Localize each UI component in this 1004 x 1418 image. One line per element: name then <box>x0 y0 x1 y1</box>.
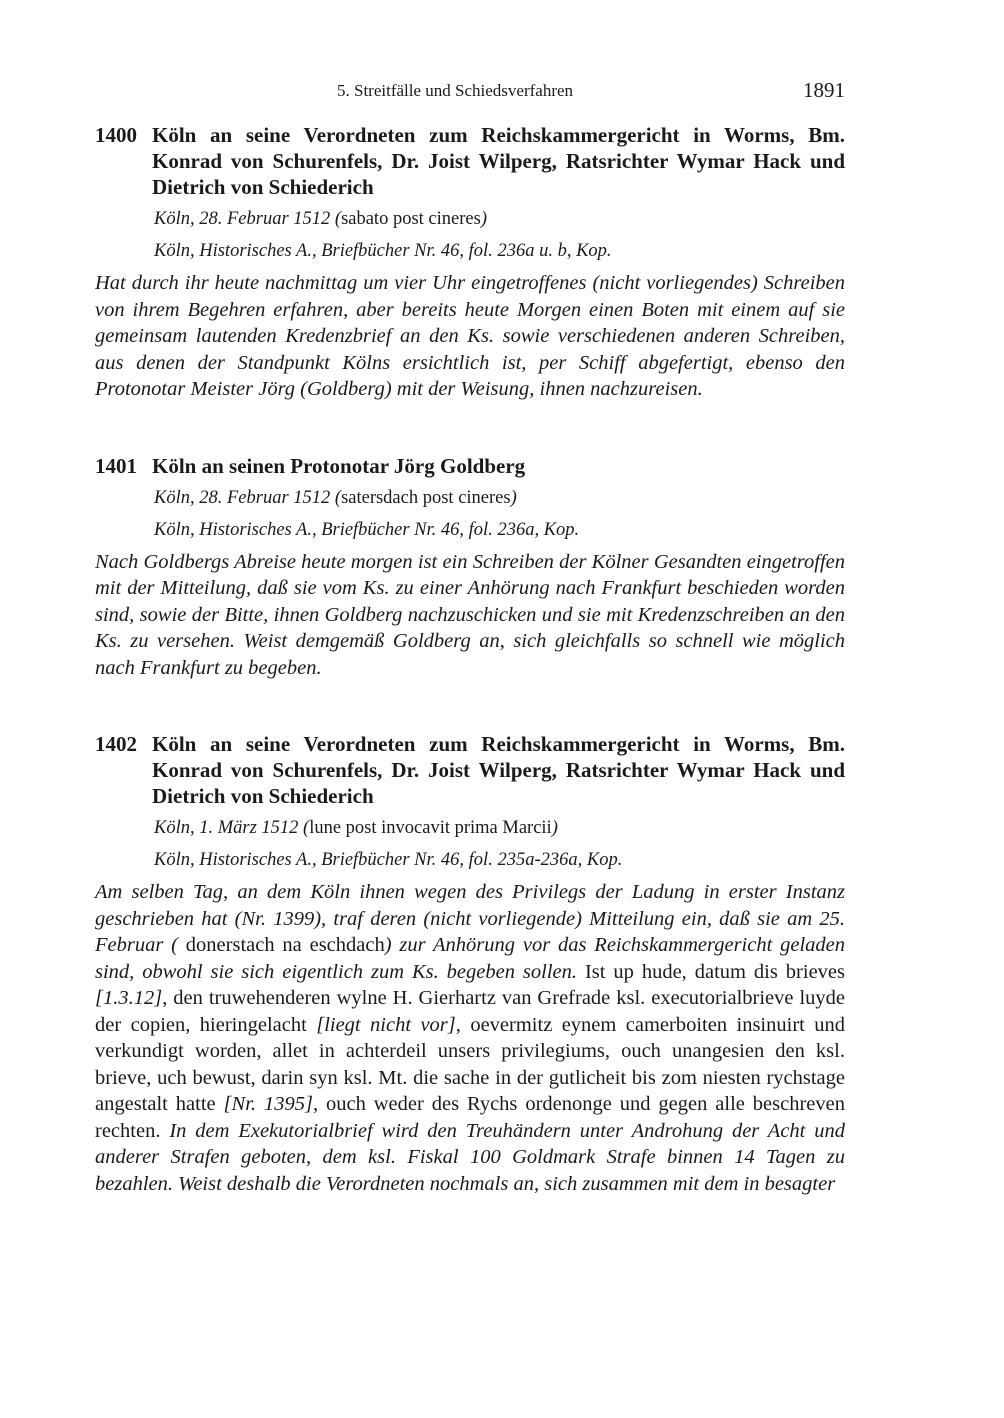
summary-part: donerstach na eschdach <box>177 934 385 956</box>
entry-date <box>154 208 845 230</box>
entry-1400 <box>95 122 845 403</box>
summary-part: Am selben Tag, an dem Köln ihnen wegen des Privilegs der Ladung in erster Instanz geschrieben hat (Nr. 1399), traf deren (nicht vorliegende) Mitteilung ein, daß sie am 25. Februar ( <box>95 881 845 956</box>
date-suffix: ) <box>480 209 487 229</box>
quotation-text: , ouch weder des Rychs ordenonge und gegen alle beschreven rechten. <box>95 1093 846 1142</box>
entry-heading <box>95 122 845 200</box>
date-prefix: Köln, 28. Februar 1512 ( <box>154 209 342 229</box>
entry-title: Köln an seine Verordneten zum Reichskammergericht in Worms, Bm. Konrad von Schurenfels, Dr. Joist Wilperg, Ratsrichter Wymar Hack und Dietrich von Schiederich <box>152 732 845 808</box>
entry-date <box>154 817 845 839</box>
section-title: 5. Streitfälle und Schiedsverfahren <box>337 81 574 100</box>
date-prefix: Köln, 1. März 1512 ( <box>154 818 310 838</box>
date-suffix: ) <box>510 487 517 508</box>
date-latin: lune post invocavit prima Marcii <box>309 818 552 838</box>
entry-source: Köln, Historisches A., Briefbücher Nr. 46, fol. 236a u. b, Kop. <box>154 241 612 261</box>
entry-source: Köln, Historisches A., Briefbücher Nr. 46, fol. 235a-236a, Kop. <box>154 850 623 870</box>
entry-title: Köln an seinen Protonotar Jörg Goldberg <box>152 453 526 478</box>
entry-heading <box>95 731 845 809</box>
entry-source: Köln, Historisches A., Briefbücher Nr. 46, fol. 236a, Kop. <box>154 519 580 540</box>
date-latin: satersdach post cineres <box>341 487 511 508</box>
date-latin: sabato post cineres <box>341 209 481 229</box>
entry-date <box>154 487 845 509</box>
editorial-note: [Nr. 1395] <box>223 1093 313 1115</box>
page-number: 1891 <box>803 78 845 102</box>
entry-number: 1400 <box>95 123 137 147</box>
summary-part: ) zur Anhörung vor das Reichskammergericht geladen sind, obwohl sie sich eigentlich zum Ks. begeben sollen. <box>95 934 846 983</box>
entry-summary <box>95 879 845 1197</box>
date-suffix: ) <box>551 818 558 838</box>
entry-number: 1402 <box>95 732 137 756</box>
document-page <box>95 78 845 1197</box>
quotation-text: , den truwehenderen wylne H. Gierhartz van Grefrade ksl. executorialbrieve luyde der copien, hieringelacht <box>95 987 845 1036</box>
entry-1402 <box>95 731 845 1197</box>
entry-heading <box>95 453 845 479</box>
editorial-note: [1.3.12] <box>95 987 163 1009</box>
quotation-text: Ist up hude, datum dis brieves <box>577 960 845 983</box>
summary-part: In dem Exekutorialbrief wird den Treuhändern unter Androhung der Acht und anderer Strafen geboten, dem ksl. Fiskal 100 Goldmark Strafe binnen 14 Tagen zu bezahlen. Weist deshalb die Verordneten nochmals an, sich zusammen mit dem in besagter <box>95 1119 845 1195</box>
entry-number: 1401 <box>95 453 137 478</box>
editorial-note: [liegt nicht vor] <box>316 1013 456 1036</box>
running-header <box>95 78 845 108</box>
entry-title: Köln an seine Verordneten zum Reichskammergericht in Worms, Bm. Konrad von Schurenfels, Dr. Joist Wilperg, Ratsrichter Wymar Hack und Dietrich von Schiederich <box>152 123 845 199</box>
date-prefix: Köln, 28. Februar 1512 ( <box>154 487 342 508</box>
entry-1401 <box>95 453 845 682</box>
entry-summary: Nach Goldbergs Abreise heute morgen ist ein Schreiben der Kölner Gesandten eingetroffen mit der Mitteilung, daß sie vom Ks. zu einer Anhörung nach Frankfurt beschieden worden sind, sowie der Bitte, ihnen Goldberg nachzuschicken und sie mit Kredenzschreiben an den Ks. zu versehen. Weist demgemäß Goldberg an, sich gleichfalls so schnell wie möglich nach Frankfurt zu begeben. <box>95 550 845 679</box>
quotation-text: , oevermitz eynem camerboiten insinuirt und verkundigt worden, allet in achterdeil unsers privilegiums, ouch unangesien den ksl. brieve, uch bewust, darin syn ksl. Mt. die sache in der gutlicheit bis zom niesten rychstage angestalt hatte <box>95 1013 846 1115</box>
entry-summary: Hat durch ihr heute nachmittag um vier Uhr eingetroffenes (nicht vorliegendes) Schreiben von ihrem Begehren erfahren, aber bereits heute Morgen einen Boten mit einem auf sie gemeinsam lautenden Kredenzbrief an den Ks. sowie verschiedenen anderen Schreiben, aus denen der Standpunkt Kölns ersichtlich ist, per Schiff abgefertigt, ebenso den Protonotar Meister Jörg (Goldberg) mit der Weisung, ihnen nachzureisen. <box>95 272 845 400</box>
